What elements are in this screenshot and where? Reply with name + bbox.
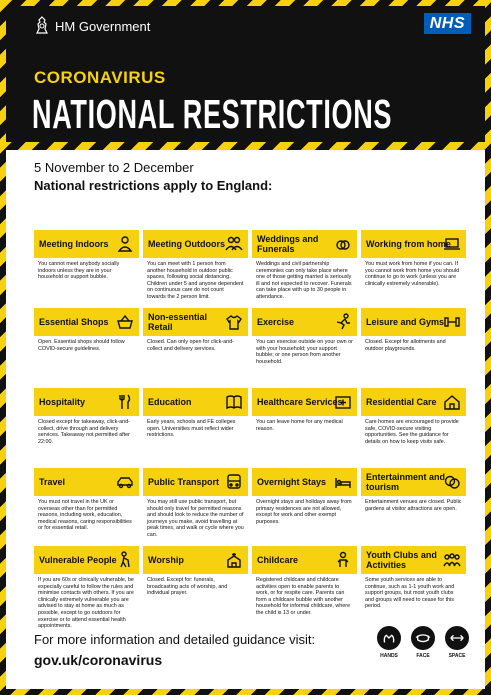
- hfs-circle: [411, 626, 435, 650]
- card-description: Registered childcare and childcare activities open to enable parents to work, or for respite care. Parents can form a childcare bubble with another household for informal childcare, where the child is 13 or under.: [256, 577, 351, 616]
- hfs-badge: [406, 626, 440, 659]
- card-description: Closed. Except for allotments and outdoor playgrounds.: [365, 339, 446, 352]
- card-description: You may still use public transport, but should only travel for permitted reasons and should look to reduce the number of journeys you make, avoid travelling at peak times, and walk or cycle where you can.: [147, 499, 244, 538]
- card-title: Leisure and Gyms: [366, 317, 445, 327]
- hfs-badge: [372, 626, 406, 659]
- card-header: [252, 230, 357, 258]
- card-header: [252, 388, 357, 416]
- shirt-icon: [225, 313, 243, 331]
- card-header: [252, 468, 357, 496]
- book-icon: [225, 393, 243, 411]
- medical-icon: [334, 393, 352, 411]
- card-header: [143, 308, 248, 336]
- card-header: [34, 388, 139, 416]
- card-description: Closed. Can only open for click-and-collect and delivery services.: [147, 339, 234, 352]
- eyebrow-heading: CORONAVIRUS: [34, 68, 166, 87]
- drama-masks-icon: [443, 473, 461, 491]
- laptop-icon: [443, 235, 461, 253]
- hfs-label: HANDS: [380, 653, 398, 659]
- card-header: [361, 308, 466, 336]
- walking-stick-icon: [116, 551, 134, 569]
- card-title: Essential Shops: [39, 317, 109, 327]
- card-title: Working from home: [366, 239, 451, 249]
- card-description: Open. Essential shops should follow COVID-secure guidelines.: [38, 339, 125, 352]
- gov-label: HM Government: [55, 18, 151, 34]
- hfs-badge: [440, 626, 474, 659]
- poster-header: [6, 6, 485, 142]
- card-header: [143, 468, 248, 496]
- card-header: [361, 230, 466, 258]
- card-title: Meeting Indoors: [39, 239, 109, 249]
- card-title: Exercise: [257, 317, 295, 327]
- card-header: [34, 230, 139, 258]
- date-range: 5 November to 2 December: [34, 160, 194, 175]
- card-title: Education: [148, 397, 192, 407]
- card-title: Childcare: [257, 555, 299, 565]
- card-description: You must work from home if you can. If you cannot work from home you should continue to go to work (unless you are clinically extremely vulnerable).: [365, 261, 460, 287]
- hands-icon: [381, 630, 397, 646]
- card-title: Non-essential Retail: [148, 312, 208, 332]
- card-header: [34, 468, 139, 496]
- card-description: If you are 60s or clinically vulnerable, be especially careful to follow the rules and minimise contacts with others. If you are clinically extremely vulnerable you are advised to stay at home as much as possible, except to go outdoors for exercise or to attend essential health appointments.: [38, 577, 134, 630]
- card-description: Closed except for takeaway, click-and-collect, drive through and delivery services. Takeaway not permitted after 22:00.: [38, 419, 130, 445]
- card-header: [252, 546, 357, 574]
- hfs-circle: [445, 626, 469, 650]
- care-home-icon: [443, 393, 461, 411]
- card-header: [361, 546, 466, 574]
- restrictions-grid: [6, 150, 485, 689]
- nhs-logo: NHS: [424, 13, 471, 34]
- card-description: Some youth services are able to continue, such as 1-1 youth work and support groups, but most youth clubs and groups will need to cease for this period.: [365, 577, 455, 610]
- hfs-circle: [377, 626, 401, 650]
- card-description: You must not travel in the UK or overseas other than for permitted reasons, including work, education, medical reasons, caring responsibilities or for essential retail.: [38, 499, 132, 532]
- card-header: [143, 546, 248, 574]
- card-title: Youth Clubs and Activities: [366, 550, 437, 570]
- card-title: Overnight Stays: [257, 477, 327, 487]
- main-panel: [6, 150, 485, 689]
- card-header: [34, 308, 139, 336]
- bus-icon: [225, 473, 243, 491]
- card-description: You can leave home for any medical reason.: [256, 419, 343, 432]
- card-title: Healthcare Services: [257, 397, 343, 407]
- card-title: Worship: [148, 555, 184, 565]
- card-description: You can meet with 1 person from another household in outdoor public spaces, following social distancing. Children under 5 and anyone dependent on continuous care do not count towards the 2 person limit.: [147, 261, 244, 300]
- group-icon: [443, 551, 461, 569]
- card-description: Overnight stays and holidays away from primary residences are not allowed, except for work and other exempt purposes.: [256, 499, 352, 525]
- card-title: Meeting Outdoors: [148, 239, 225, 249]
- card-description: Closed. Except for: funerals, broadcasting acts of worship, and individual prayer.: [147, 577, 228, 597]
- card-description: You can exercise outside on your own or with your household; your support bubble; or one person from another household.: [256, 339, 353, 365]
- card-title: Weddings and Funerals: [257, 234, 319, 254]
- footer-question: For more information and detailed guidance visit:: [34, 632, 316, 647]
- card-description: Care homes are encouraged to provide safe, COVID-secure visiting opportunities. See the guidance for details on how to keep visits safe.: [365, 419, 459, 445]
- card-header: [361, 388, 466, 416]
- face-mask-icon: [415, 630, 431, 646]
- hfs-label: SPACE: [448, 653, 466, 659]
- card-description: Weddings and civil partnership ceremonies can only take place where one of those getting married is seriously ill and not expected to recover. Funerals can take place with up to 30 people in attendance.: [256, 261, 352, 300]
- place-of-worship-icon: [225, 551, 243, 569]
- two-people-icon: [225, 235, 243, 253]
- child-icon: [334, 551, 352, 569]
- runner-icon: [334, 313, 352, 331]
- card-header: [143, 230, 248, 258]
- basket-icon: [116, 313, 134, 331]
- dumbbell-icon: [443, 313, 461, 331]
- card-description: You cannot meet anybody socially indoors unless they are in your household or support bubble.: [38, 261, 120, 281]
- hfs-label: FACE: [416, 653, 430, 659]
- rings-icon: [334, 235, 352, 253]
- card-title: Public Transport: [148, 477, 220, 487]
- card-header: [143, 388, 248, 416]
- card-title: Travel: [39, 477, 66, 487]
- space-icon: [449, 630, 465, 646]
- card-title: Hospitality: [39, 397, 86, 407]
- page-title: NATIONAL RESTRICTIONS: [32, 91, 393, 137]
- cutlery-icon: [116, 393, 134, 411]
- card-description: Entertainment venues are closed. Public gardens at visitor attractions are open.: [365, 499, 462, 512]
- card-title: Entertainment and tourism: [366, 472, 446, 492]
- card-description: Early years, schools and FE colleges open. Universities must reflect wider restrictions.: [147, 419, 236, 439]
- car-icon: [116, 473, 134, 491]
- card-title: Residential Care: [366, 397, 437, 407]
- person-icon: [116, 235, 134, 253]
- footer-link[interactable]: gov.uk/coronavirus: [34, 652, 163, 668]
- bed-icon: [334, 473, 352, 491]
- card-header: [34, 546, 139, 574]
- subtitle: National restrictions apply to England:: [34, 178, 273, 193]
- hm-government-logo: [34, 16, 150, 36]
- royal-crest-icon: [34, 16, 50, 36]
- card-header: [252, 308, 357, 336]
- card-header: [361, 468, 466, 496]
- card-title: Vulnerable People: [39, 555, 117, 565]
